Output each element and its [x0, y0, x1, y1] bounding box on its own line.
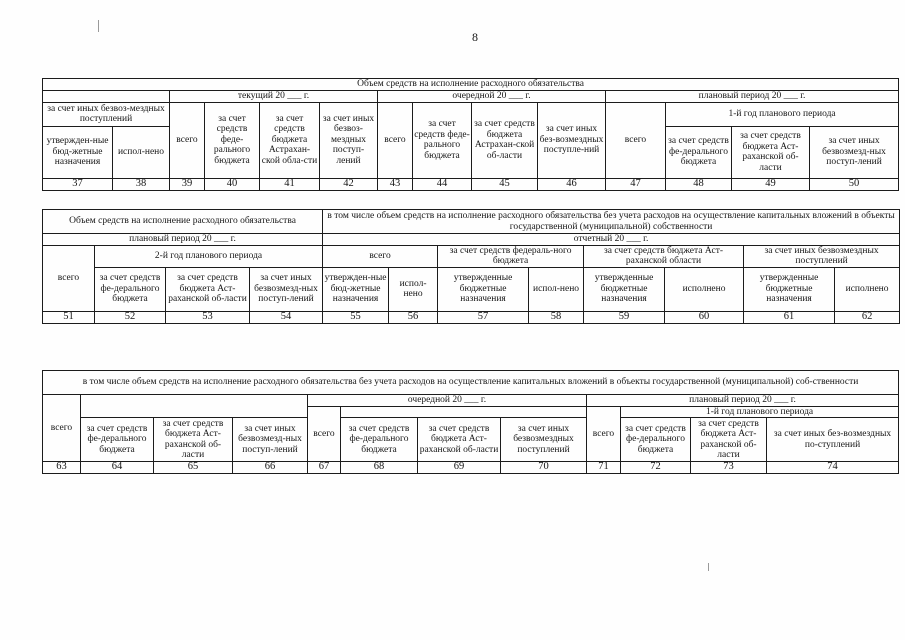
- table-3-blank: [81, 395, 308, 407]
- col-next-total: всего: [378, 102, 413, 178]
- col-number: 69: [418, 462, 501, 474]
- page-number: 8: [472, 30, 478, 44]
- col-next-regional: за счет средств бюджета Астрахан-ской об-ласти: [472, 102, 538, 178]
- col-number: 62: [835, 311, 900, 323]
- col-total: всего: [170, 102, 205, 178]
- next-year-header: очередной 20 ___ г.: [308, 395, 587, 407]
- col-number: 53: [166, 311, 250, 323]
- table-2: [42, 209, 900, 324]
- col-executed: испол-нено: [389, 267, 438, 311]
- col-number: 40: [205, 178, 260, 190]
- table-3-blank: [81, 406, 308, 418]
- col-plan-other: за счет иных без-возмездных по-ступлений: [767, 418, 899, 462]
- col-number: 41: [260, 178, 320, 190]
- col-number: 42: [320, 178, 378, 190]
- col-number: 55: [323, 311, 389, 323]
- col-regional: за счет средств бюджета Аст-раханской об-ласти: [154, 418, 233, 462]
- col-other-approved: утвержденные бюджетные назначения: [744, 267, 835, 311]
- col-number: 57: [438, 311, 529, 323]
- col-next-total: всего: [308, 406, 341, 462]
- col-plan-other: за счет иных безвозмезд-ных поступ-лений: [810, 126, 899, 178]
- col-next-other: за счет иных безвозмездных поступлений: [501, 418, 587, 462]
- scan-mark: [98, 20, 99, 32]
- plan-period-header: плановый период 20 ___ г.: [587, 395, 899, 407]
- period-next: очередной 20 ___ г.: [378, 90, 606, 102]
- col-total: всего: [43, 395, 81, 462]
- col-number: 64: [81, 462, 154, 474]
- col-next-federal: за счет средств фе-дерального бюджета: [341, 418, 418, 462]
- second-year-header: 2-й год планового периода: [95, 245, 323, 267]
- col-regional: за счет средств бюджета Астрахан-ской обла-сти: [260, 102, 320, 178]
- col-number: 72: [621, 462, 691, 474]
- col-number: 74: [767, 462, 899, 474]
- col-regional: за счет средств бюджета Аст-раханской об-ласти: [166, 267, 250, 311]
- col-number: 47: [606, 178, 666, 190]
- col-other: за счет иных безвозмезд-ных поступ-лений: [233, 418, 308, 462]
- col-number: 66: [233, 462, 308, 474]
- table-1: [42, 78, 899, 191]
- scan-mark: [708, 563, 709, 571]
- col-federal-executed: испол-нено: [529, 267, 584, 311]
- reporting-year-header: отчетный 20 ___ г.: [323, 234, 900, 246]
- period-planned: плановый период 20 ___ г.: [606, 90, 899, 102]
- col-other-executed: исполнено: [835, 267, 900, 311]
- other-sources-header: за счет иных безвоз-мездных поступлений: [43, 102, 170, 126]
- group-other: за счет иных безвозмездных поступлений: [744, 245, 900, 267]
- col-plan-federal: за счет средств фе-дерального бюджета: [666, 126, 732, 178]
- group-federal: за счет средств федераль-ного бюджета: [438, 245, 584, 267]
- table-1-title: Объем средств на исполнение расходного обязательства: [43, 79, 899, 91]
- col-regional-approved: утвержденные бюджетные назначения: [584, 267, 665, 311]
- col-number: 46: [538, 178, 606, 190]
- col-number: 43: [378, 178, 413, 190]
- col-number: 65: [154, 462, 233, 474]
- col-federal: за счет средств фе-дерального бюджета: [81, 418, 154, 462]
- table-1-blank: [43, 90, 170, 102]
- col-plan-total: всего: [606, 102, 666, 178]
- col-federal: за счет средств феде-рального бюджета: [205, 102, 260, 178]
- col-number: 61: [744, 311, 835, 323]
- plan-first-year: 1-й год планового периода: [666, 102, 899, 126]
- col-number: 73: [691, 462, 767, 474]
- col-number: 45: [472, 178, 538, 190]
- col-number: 49: [732, 178, 810, 190]
- col-number: 60: [665, 311, 744, 323]
- col-number: 58: [529, 311, 584, 323]
- col-number: 38: [113, 178, 170, 190]
- first-year-header: 1-й год планового периода: [621, 406, 899, 418]
- col-next-federal: за счет средств феде-рального бюджета: [413, 102, 472, 178]
- col-number: 63: [43, 462, 81, 474]
- col-other: за счет иных безвозмезд-ных поступ-лений: [250, 267, 323, 311]
- table-2-title: Объем средств на исполнение расходного обязательства: [43, 210, 323, 234]
- plan-period-header: плановый период 20 ___ г.: [43, 234, 323, 246]
- col-number: 68: [341, 462, 418, 474]
- col-federal: за счет средств фе-дерального бюджета: [95, 267, 166, 311]
- col-federal-approved: утвержденные бюджетные назначения: [438, 267, 529, 311]
- col-number: 50: [810, 178, 899, 190]
- col-number: 70: [501, 462, 587, 474]
- col-number: 52: [95, 311, 166, 323]
- col-number: 48: [666, 178, 732, 190]
- col-regional-executed: исполнено: [665, 267, 744, 311]
- group-regional: за счет средств бюджета Аст-раханской области: [584, 245, 744, 267]
- col-executed: испол-нено: [113, 126, 170, 178]
- col-number: 67: [308, 462, 341, 474]
- col-plan-total: всего: [587, 406, 621, 462]
- group-total: всего: [323, 245, 438, 267]
- col-number: 56: [389, 311, 438, 323]
- col-other: за счет иных безвоз-мездных поступ-лений: [320, 102, 378, 178]
- column-numbers-row: [43, 311, 900, 323]
- col-plan-regional: за счет средств бюджета Аст-раханской об-ласти: [732, 126, 810, 178]
- col-number: 54: [250, 311, 323, 323]
- column-numbers-row: [43, 462, 899, 474]
- col-approved: утвержден-ные бюд-жетные назначения: [43, 126, 113, 178]
- col-plan-regional: за счет средств бюджета Аст-раханской об-ласти: [691, 418, 767, 462]
- col-number: 51: [43, 311, 95, 323]
- table-2-subtitle: в том числе объем средств на исполнение расходного обязательства без учета расходов на осуществление капитальных вложений в объекты государственной (муниципальной) собственности: [323, 210, 900, 234]
- table-3-blank: [341, 406, 587, 418]
- col-number: 44: [413, 178, 472, 190]
- table-3-title: в том числе объем средств на исполнение расходного обязательства без учета расходов на осуществление капитальных вложений в объекты государственной (муниципальной) соб-ственности: [43, 371, 899, 395]
- col-number: 39: [170, 178, 205, 190]
- col-plan-federal: за счет средств фе-дерального бюджета: [621, 418, 691, 462]
- col-number: 37: [43, 178, 113, 190]
- col-next-other: за счет иных без-возмездных поступле-ний: [538, 102, 606, 178]
- column-numbers-row: [43, 178, 899, 190]
- col-approved: утвержден-ные бюд-жетные назначения: [323, 267, 389, 311]
- table-3: [42, 370, 899, 474]
- col-number: 71: [587, 462, 621, 474]
- period-current: текущий 20 ___ г.: [170, 90, 378, 102]
- col-number: 59: [584, 311, 665, 323]
- col-total: всего: [43, 245, 95, 311]
- col-next-regional: за счет средств бюджета Аст-раханской об-ласти: [418, 418, 501, 462]
